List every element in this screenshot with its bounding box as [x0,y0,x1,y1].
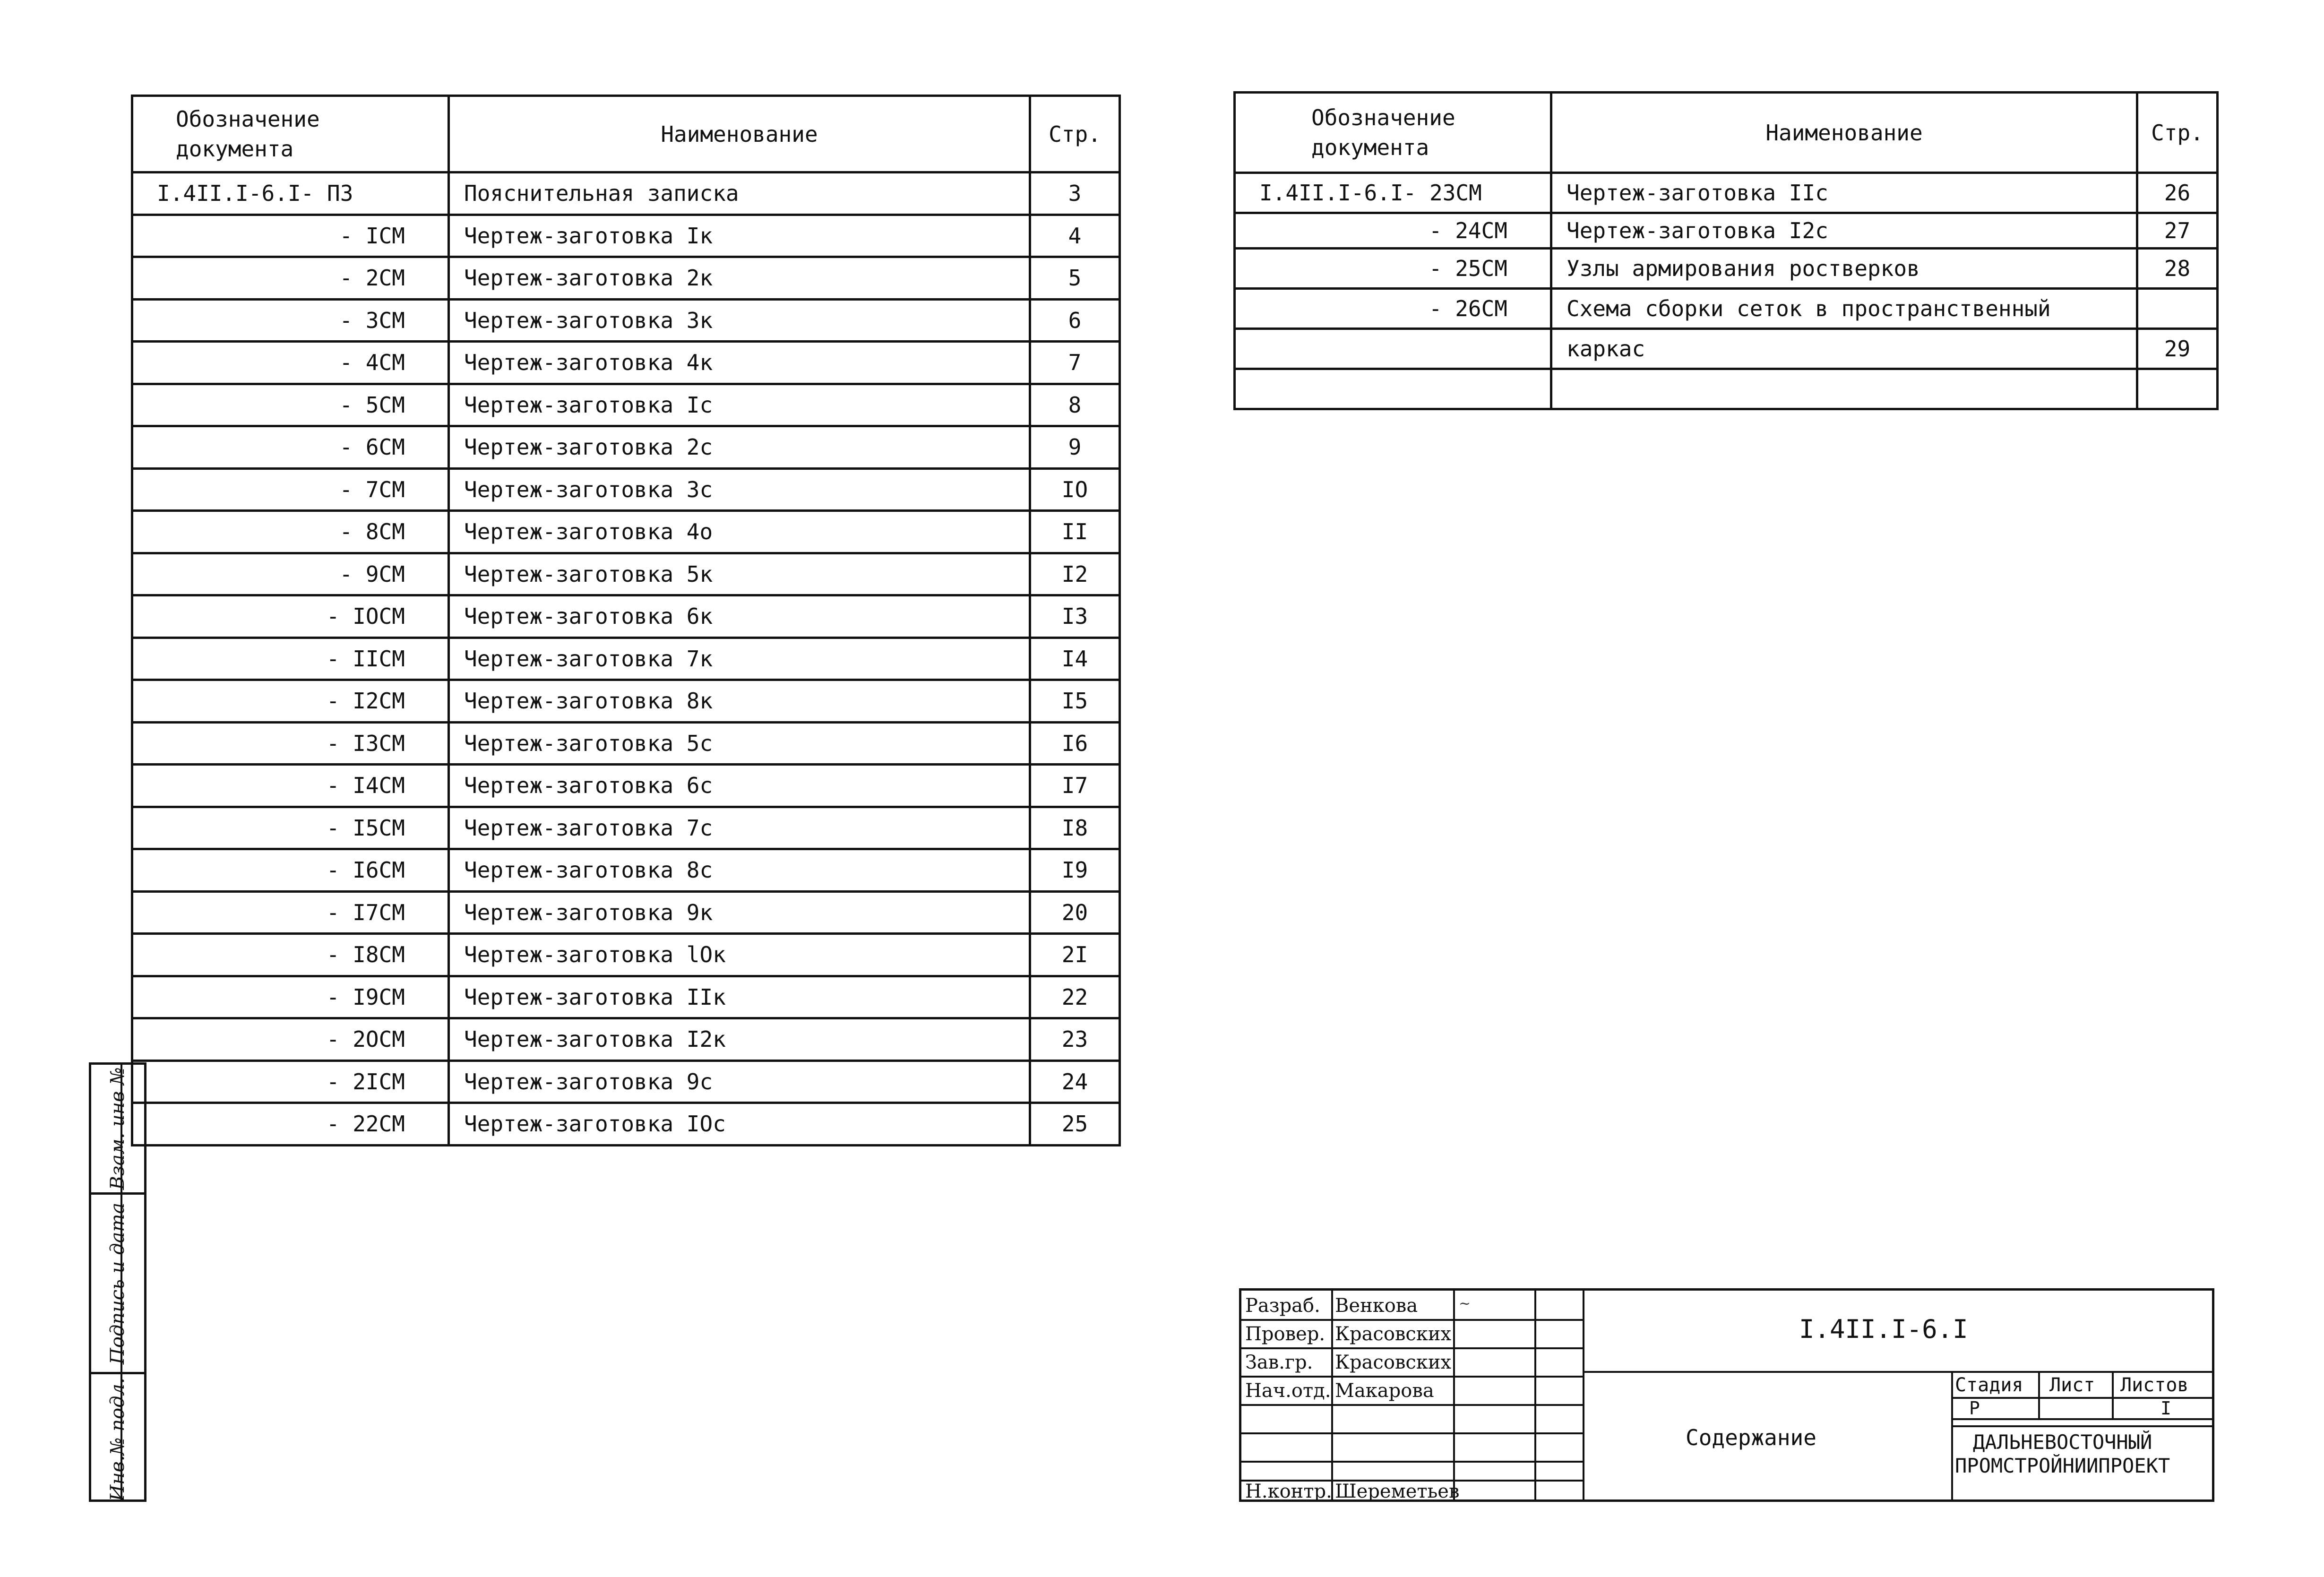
row-page [2137,369,2218,409]
row-page: I8 [1030,807,1120,849]
row-code [1235,369,1551,409]
row-page: 22 [1030,976,1120,1018]
row-code: - 24CM [1235,213,1551,249]
header-designation: Обозначение документа [132,96,449,172]
row-code: - 7CM [132,468,449,511]
row-name: Чертеж-заготовка 5с [449,722,1030,765]
row-page: II [1030,511,1120,553]
row-name: Чертеж-заготовка 6к [449,595,1030,638]
row-name: Чертеж-заготовка 8с [449,849,1030,892]
role-label: Зав.гр. [1245,1352,1313,1373]
row-code: - 9CM [132,553,449,595]
row-name: Пояснительная записка [449,172,1030,215]
table-row [132,172,1120,215]
row-name: Чертеж-заготовка IIс [1551,173,2137,213]
table-row [1235,329,2218,369]
table-row [132,1060,1120,1103]
row-code: - 22CM [132,1103,449,1146]
table-row [132,1103,1120,1146]
table-row [132,468,1120,511]
row-code: - 5CM [132,384,449,426]
inv-no-label: Инв.№ подл. [107,1377,129,1501]
row-page: I7 [1030,765,1120,807]
table-row [132,891,1120,934]
row-code: - 6CM [132,426,449,469]
header-name: Наименование [1551,93,2137,173]
row-name: Чертеж-заготовка 8к [449,680,1030,723]
row-name: Чертеж-заготовка lOк [449,934,1030,976]
row-name: Чертеж-заготовка 4о [449,511,1030,553]
row-name: Чертеж-заготовка 3с [449,468,1030,511]
row-page: 4 [1030,215,1120,257]
role-label: Н.контр. [1245,1481,1332,1502]
side-stamp-cell-sign [91,1192,144,1372]
row-page: 28 [2137,249,2218,289]
row-code: - 2OCM [132,1018,449,1061]
row-code: - I7CM [132,891,449,934]
row-code: - I9CM [132,976,449,1018]
row-name: Чертеж-заготовка 2с [449,426,1030,469]
row-name: Чертеж-заготовка IIк [449,976,1030,1018]
row-code: I.4II.I-6.I- ПЗ [132,172,449,215]
title-block [1239,1288,2214,1502]
row-code: - I5CM [132,807,449,849]
table-row [132,384,1120,426]
table-row [132,722,1120,765]
row-page: 26 [2137,173,2218,213]
contents-table-left [131,95,1121,1146]
table-row [1235,213,2218,249]
side-stamp [89,1062,146,1502]
sheet-title: Содержание [1686,1425,1816,1450]
doc-code: I.4II.I-6.I [1799,1314,1968,1344]
sheets-label: Листов [2120,1374,2189,1396]
sheets-value: I [2160,1398,2171,1419]
side-stamp-cell-replace [91,1065,144,1192]
table-row [132,934,1120,976]
row-page: 6 [1030,299,1120,342]
table-row [132,680,1120,723]
row-code: - 8CM [132,511,449,553]
row-page: I4 [1030,638,1120,680]
row-code: - I6CM [132,849,449,892]
row-name: Чертеж-заготовка 5к [449,553,1030,595]
row-page: I6 [1030,722,1120,765]
row-code: - IOCM [132,595,449,638]
header-name: Наименование [449,96,1030,172]
row-name: Чертеж-заготовка I2с [1551,213,2137,249]
inv-replace-label: Взам. инв № [107,1067,129,1190]
header-designation: Обозначение документа [1235,93,1551,173]
row-code: - ICM [132,215,449,257]
row-name: Чертеж-заготовка 7к [449,638,1030,680]
role-person: Венкова [1335,1295,1418,1317]
row-page: 5 [1030,257,1120,300]
table-row [1235,249,2218,289]
row-page: 23 [1030,1018,1120,1061]
signature-1: ~ [1459,1295,1471,1312]
table-row [132,807,1120,849]
sign-date-label: Подпись и дата [107,1202,129,1364]
table-row [1235,173,2218,213]
role-person: Красовских [1335,1352,1452,1373]
row-name: Чертеж-заготовка 4к [449,342,1030,384]
table-row [132,849,1120,892]
table-row [132,215,1120,257]
row-page: I3 [1030,595,1120,638]
table-row [132,299,1120,342]
row-code: I.4II.I-6.I- 23CM [1235,173,1551,213]
row-page: I5 [1030,680,1120,723]
row-page: 8 [1030,384,1120,426]
row-page: I2 [1030,553,1120,595]
row-code [1235,329,1551,369]
row-name: Чертеж-заготовка 7с [449,807,1030,849]
row-page: 3 [1030,172,1120,215]
row-code: - I3CM [132,722,449,765]
table-row [132,1018,1120,1061]
row-code: - 26CM [1235,289,1551,329]
table-row [132,257,1120,300]
sheet-label: Лист [2049,1374,2095,1396]
header-page: Стр. [1030,96,1120,172]
org-line-1: ДАЛЬНЕВОСТОЧНЫЙ [1973,1431,2152,1454]
row-name: Чертеж-заготовка IOс [449,1103,1030,1146]
row-page: 27 [2137,213,2218,249]
row-page: 29 [2137,329,2218,369]
row-name: Схема сборки сеток в пространственный [1551,289,2137,329]
row-name: Чертеж-заготовка 9к [449,891,1030,934]
row-name: Чертеж-заготовка 2к [449,257,1030,300]
row-name [1551,369,2137,409]
row-name: Чертеж-заготовка 9с [449,1060,1030,1103]
row-page: 25 [1030,1103,1120,1146]
row-name: Узлы армирования ростверков [1551,249,2137,289]
row-name: Чертеж-заготовка Iк [449,215,1030,257]
row-code: - I2CM [132,680,449,723]
org-line-2: ПРОМСТРОЙНИИПРОЕКТ [1955,1454,2170,1477]
table-row [132,638,1120,680]
contents-table-right [1233,91,2219,410]
header-page: Стр. [2137,93,2218,173]
row-code: - 25CM [1235,249,1551,289]
row-page [2137,289,2218,329]
table-row [132,595,1120,638]
row-page: 24 [1030,1060,1120,1103]
stage-value: Р [1969,1398,1980,1419]
table-row [132,426,1120,469]
role-label: Нач.отд. [1245,1380,1331,1402]
row-page: 2I [1030,934,1120,976]
row-name: Чертеж-заготовка I2к [449,1018,1030,1061]
table-row [1235,289,2218,329]
row-name: Чертеж-заготовка 3к [449,299,1030,342]
role-person: Макарова [1335,1380,1434,1402]
row-name: каркас [1551,329,2137,369]
role-label: Разраб. [1245,1295,1320,1317]
row-code: - 2ICM [132,1060,449,1103]
table-row [132,511,1120,553]
table-row [132,342,1120,384]
row-name: Чертеж-заготовка 6с [449,765,1030,807]
row-code: - 3CM [132,299,449,342]
row-name: Чертеж-заготовка Iс [449,384,1030,426]
table-row [1235,369,2218,409]
table-row [132,765,1120,807]
table-row [132,976,1120,1018]
table-row [132,553,1120,595]
row-page: 9 [1030,426,1120,469]
row-code: - I8CM [132,934,449,976]
row-page: 20 [1030,891,1120,934]
row-page: I9 [1030,849,1120,892]
row-page: 7 [1030,342,1120,384]
row-page: IO [1030,468,1120,511]
role-label: Провер. [1245,1323,1326,1345]
row-code: - 2CM [132,257,449,300]
role-person: Шереметьев [1335,1481,1460,1502]
row-code: - I4CM [132,765,449,807]
side-stamp-cell-inv [91,1372,144,1504]
stage-label: Стадия [1955,1374,2023,1396]
row-code: - 4CM [132,342,449,384]
role-person: Красовских [1335,1323,1452,1345]
row-code: - IICM [132,638,449,680]
